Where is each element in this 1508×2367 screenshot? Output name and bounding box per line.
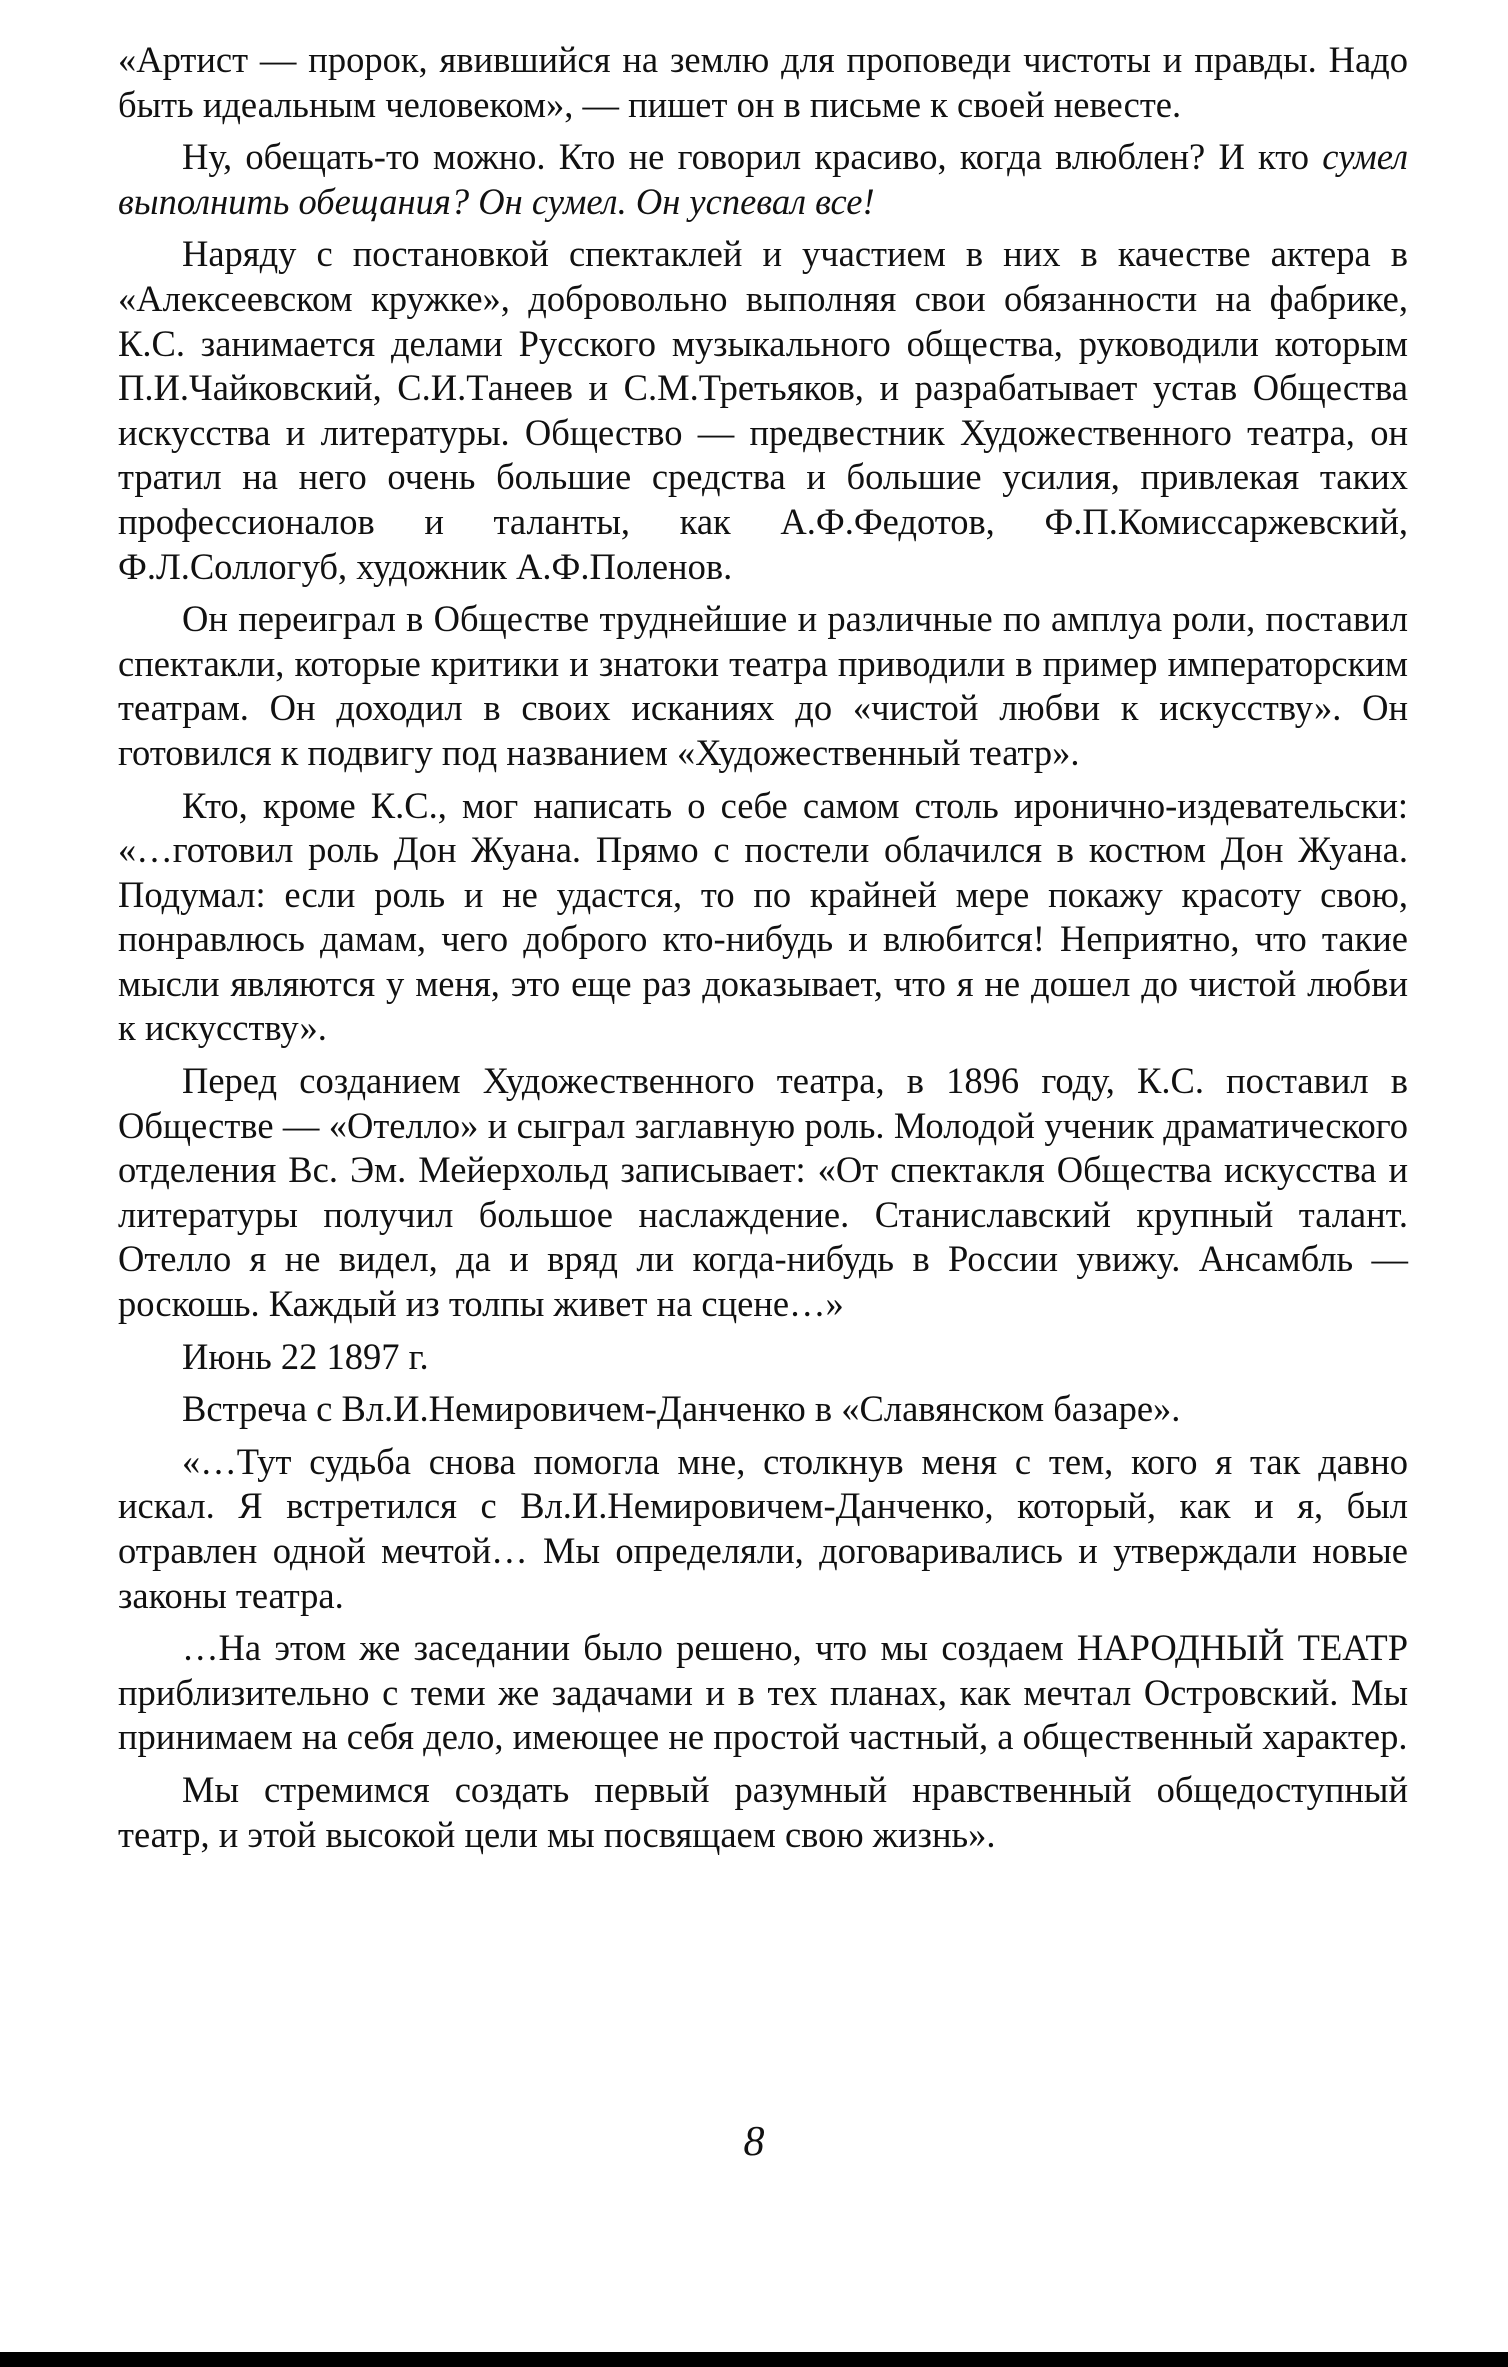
scan-edge-bar: [0, 2352, 1508, 2367]
paragraph-fate: «…Тут судьба снова помогла мне, столкнув меня с тем, кого я так давно искал. Я встретился с Вл.И.Немировичем-Данченко, который, как и я, был отравлен одной мечтой… Мы определяли, договаривались и утверждали новые законы театра.: [118, 1440, 1408, 1616]
paragraph-don-juan: Кто, кроме К.С., мог написать о себе самом столь иронично-издевательски: «…готовил роль Дон Жуана. Прямо с постели облачился в костюм Дон Жуана. Подумал: если роль и не удастся, то по крайней мере покажу красоту свою, понравлюсь дамам, чего доброго кто-нибудь и влюбится! Неприятно, что такие мысли являются у меня, это еще раз доказывает, что я не дошел до чистой любви к искусству».: [118, 784, 1408, 1049]
paragraph-promise-plain: Ну, обещать-то можно. Кто не говорил красиво, когда влюблен? И кто: [182, 136, 1323, 178]
paragraph-promise: [118, 135, 1408, 224]
paragraph-roles: Он переиграл в Обществе труднейшие и различные по амплуа роли, поставил спектакли, которые критики и знатоки театра приводили в пример императорским театрам. Он доходил в своих исканиях до «чистой любви к искусству». Он готовился к подвигу под названием «Художественный театр».: [118, 598, 1408, 773]
page-body: [118, 38, 1408, 1857]
paragraph-people-theatre: …На этом же заседании было решено, что мы создаем НАРОДНЫЙ ТЕАТР приблизительно с теми же задачами и в тех планах, как мечтал Островский. Мы принимаем на себя дело, имеющее не простой частный, а общественный характер.: [118, 1627, 1408, 1758]
paragraph-meeting: Встреча с Вл.И.Немировичем-Данченко в «Славянском базаре».: [182, 1388, 1181, 1430]
paragraph-promise-italic: сумел выполнить обещания? Он сумел. Он успевал все!: [118, 136, 1408, 222]
paragraph-mission: Мы стремимся создать первый разумный нравственный общедоступный театр, и этой высокой цели мы посвящаем свою жизнь».: [118, 1768, 1408, 1855]
paragraph-artist-prophet: «Артист — пророк, явившийся на землю для проповеди чистоты и правды. Надо быть идеальным человеком», — пишет он в письме к своей невесте.: [118, 39, 1408, 125]
paragraph-society: Наряду с постановкой спектаклей и участием в них в качестве актера в «Алексеевском кружке», добровольно выполняя свои обязанности на фабрике, К.С. занимается делами Русского музыкального общества, руководили которым П.И.Чайковский, С.И.Танеев и С.М.Третьяков, и разрабатывает устав Общества искусства и литературы. Общество — предвестник Художественного театра, он тратил на него очень большие средства и большие усилия, привлекая таких профессионалов и таланты, как А.Ф.Федотов, Ф.П.Комиссаржевский, Ф.Л.Соллогуб, художник А.Ф.Поленов.: [118, 233, 1408, 587]
paragraph-othello: Перед созданием Художественного театра, в 1896 году, К.С. поставил в Обществе — «Отелло» и сыграл заглавную роль. Молодой ученик драматического отделения Вс. Эм. Мейерхольд записывает: «От спектакля Общества искусства и литературы получил большое наслаждение. Станиславский крупный талант. Отелло я не видел, да и вряд ли когда-нибудь в России увижу. Ансамбль — роскошь. Каждый из толпы живет на сцене…»: [118, 1060, 1408, 1325]
paragraph-date: Июнь 22 1897 г.: [182, 1335, 429, 1377]
page-number: 8: [743, 2119, 765, 2165]
